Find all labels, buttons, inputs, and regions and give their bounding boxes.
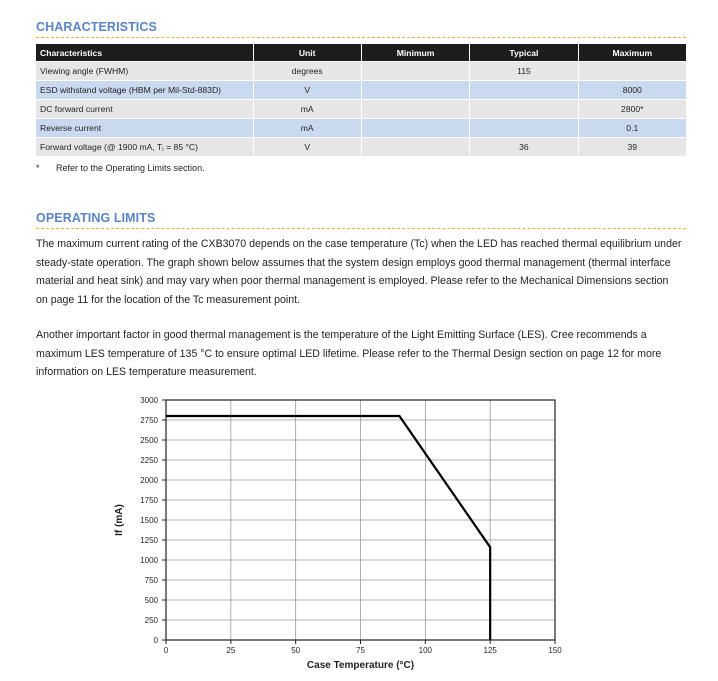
paragraph-line: information on LES temperature measurement. (36, 366, 257, 379)
table-cell: 2800* (578, 100, 686, 119)
table-cell: Forward voltage (@ 1900 mA, Tⱼ = 85 °C) (36, 138, 253, 157)
operating-limits-title: OPERATING LIMITS (36, 211, 156, 225)
header-typical: Typical (470, 44, 578, 62)
x-axis-label: Case Temperature (°C) (306, 660, 415, 671)
chart-ticks (140, 396, 562, 655)
y-tick-label: 3000 (140, 396, 158, 405)
x-tick-label: 75 (356, 646, 365, 655)
table-cell: 8000 (578, 81, 686, 100)
header-minimum: Minimum (361, 44, 469, 62)
table-cell: mA (253, 100, 361, 119)
header-characteristics: Characteristics (36, 44, 253, 62)
paragraph-line: The maximum current rating of the CXB3070 depends on the case temperature (Tc) when the LED has reached thermal equilibrium under (36, 238, 682, 250)
header-unit: Unit (253, 44, 361, 62)
x-tick-label: 125 (483, 646, 497, 655)
table-cell: DC forward current (36, 100, 253, 119)
y-tick-label: 2750 (140, 416, 158, 425)
x-tick-label: 0 (163, 646, 169, 655)
y-tick-label: 1750 (140, 496, 158, 505)
y-tick-label: 2000 (140, 476, 158, 485)
table-cell: Viewing angle (FWHM) (36, 62, 253, 81)
paragraph-line: on page 11 for the location of the Tc measurement point. (36, 293, 301, 306)
y-tick-label: 0 (153, 636, 158, 645)
footnote-marker: * (36, 163, 40, 173)
footnote-text: Refer to the Operating Limits section. (56, 163, 205, 173)
y-tick-label: 750 (144, 576, 158, 585)
x-tick-label: 150 (548, 646, 562, 655)
table-cell: ESD withstand voltage (HBM per Mil-Std-883D) (36, 81, 253, 100)
table-cell: 36 (470, 138, 578, 157)
table-cell: degrees (253, 62, 361, 81)
table-cell: V (253, 138, 361, 157)
table-cell: 0.1 (578, 119, 686, 138)
header-maximum: Maximum (578, 44, 686, 62)
table-cell: mA (253, 119, 361, 138)
table-cell: 39 (578, 138, 686, 157)
y-tick-label: 2250 (140, 456, 158, 465)
table-cell: 115 (470, 62, 578, 81)
table-cell: Reverse current (36, 119, 253, 138)
y-tick-label: 2500 (140, 436, 158, 445)
x-tick-label: 50 (291, 646, 301, 655)
paragraph-line: material and heat sink) and may vary when poor thermal management is employed. Please refer to the Mechanical Dimensions section (36, 275, 669, 288)
x-tick-label: 25 (226, 646, 236, 655)
paragraph-line: Another important factor in good thermal management is the temperature of the Light Emitting Surface (LES). Cree recommends a (36, 329, 647, 341)
series-line (166, 416, 490, 640)
paragraph-line: maximum LES temperature of 135 °C to ensure optimal LED lifetime. Please refer to the Thermal Design section on page 12 for more (36, 347, 662, 360)
y-tick-label: 500 (144, 596, 158, 605)
chart-grid (166, 400, 555, 640)
y-tick-label: 1500 (140, 516, 158, 525)
characteristics-title: CHARACTERISTICS (36, 20, 157, 34)
y-tick-label: 250 (144, 616, 158, 625)
x-tick-label: 100 (418, 646, 433, 655)
y-tick-label: 1250 (140, 536, 158, 545)
paragraph-line: steady-state operation. The graph shown below assumes that the system design employs good thermal management (thermal interface (36, 256, 671, 269)
y-tick-label: 1000 (140, 556, 158, 565)
y-axis-label: If (mA) (114, 504, 125, 536)
chart-series (166, 416, 490, 640)
table-cell: V (253, 81, 361, 100)
